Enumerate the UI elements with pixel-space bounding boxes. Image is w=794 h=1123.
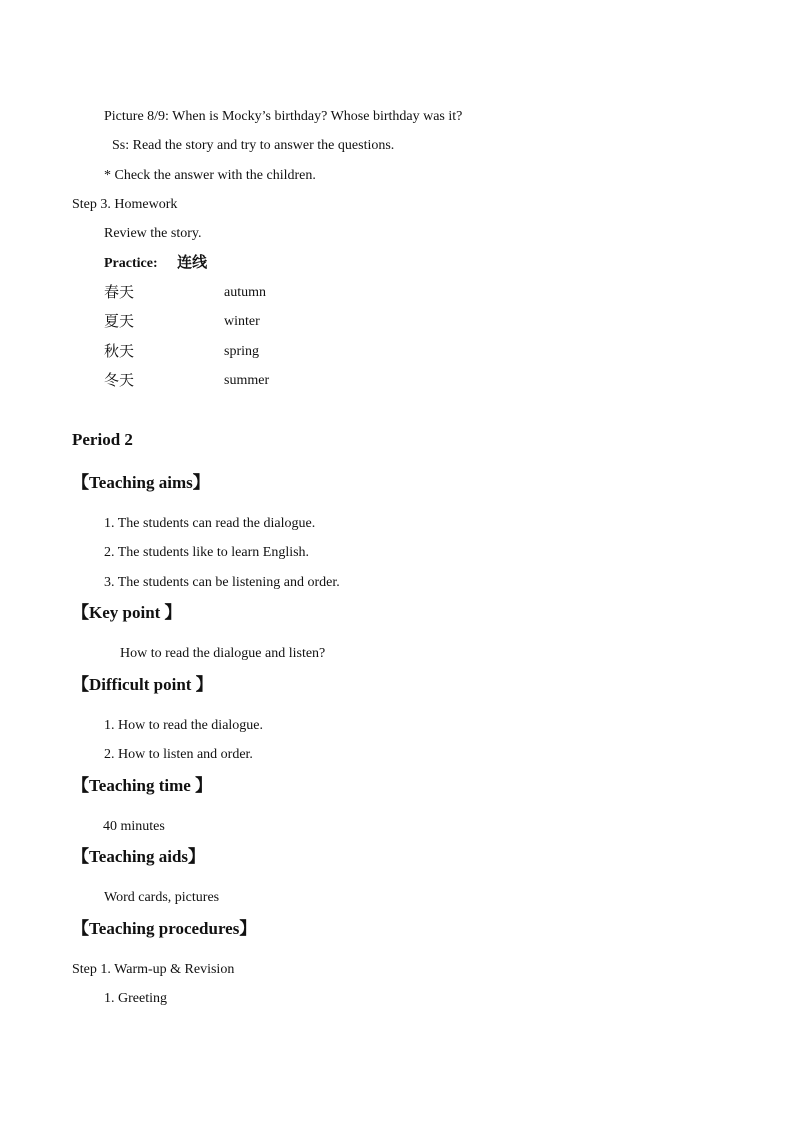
pair-cn-item: 秋天: [104, 342, 135, 360]
step1-heading: Step 1. Warm-up & Revision: [72, 962, 235, 977]
teaching-aim-item: 1. The students can read the dialogue.: [104, 516, 316, 531]
practice-line: [104, 253, 207, 273]
teaching-aids-heading: 【Teaching aids】: [72, 847, 206, 866]
teaching-procedures-heading: 【Teaching procedures】: [72, 919, 257, 938]
pair-en-item: spring: [224, 344, 259, 359]
review-line: Review the story.: [104, 226, 202, 241]
teaching-time-text: 40 minutes: [103, 819, 165, 834]
practice-label: Practice:: [104, 256, 158, 271]
key-point-text: How to read the dialogue and listen?: [120, 646, 326, 661]
difficult-point-heading: 【Difficult point 】: [72, 675, 213, 694]
pair-cn-item: 春天: [104, 283, 135, 301]
difficult-point-item: 1. How to read the dialogue.: [104, 718, 264, 733]
pair-cn-item: 夏天: [104, 312, 135, 330]
picture-question-line: Picture 8/9: When is Mocky’s birthday? Whose birthday was it?: [104, 109, 463, 124]
pair-en-item: winter: [224, 314, 260, 329]
pair-en-item: summer: [224, 373, 270, 388]
teaching-aim-item: 3. The students can be listening and order.: [104, 575, 340, 590]
teaching-time-heading: 【Teaching time 】: [72, 776, 213, 795]
greeting-item: 1. Greeting: [104, 991, 167, 1006]
step3-heading: Step 3. Homework: [72, 197, 178, 212]
difficult-point-item: 2. How to listen and order.: [104, 747, 253, 762]
pair-cn-item: 冬天: [104, 371, 135, 389]
period-title: Period 2: [72, 430, 133, 449]
ss-instruction-line: Ss: Read the story and try to answer the questions.: [112, 138, 395, 153]
practice-cn-label: 连线: [177, 253, 208, 271]
key-point-heading: 【Key point 】: [72, 603, 182, 622]
teaching-aids-text: Word cards, pictures: [104, 890, 220, 905]
check-answer-line: * Check the answer with the children.: [104, 168, 316, 183]
teaching-aim-item: 2. The students like to learn English.: [104, 545, 310, 560]
pair-en-item: autumn: [224, 285, 266, 300]
teaching-aims-heading: 【Teaching aims】: [72, 473, 210, 492]
